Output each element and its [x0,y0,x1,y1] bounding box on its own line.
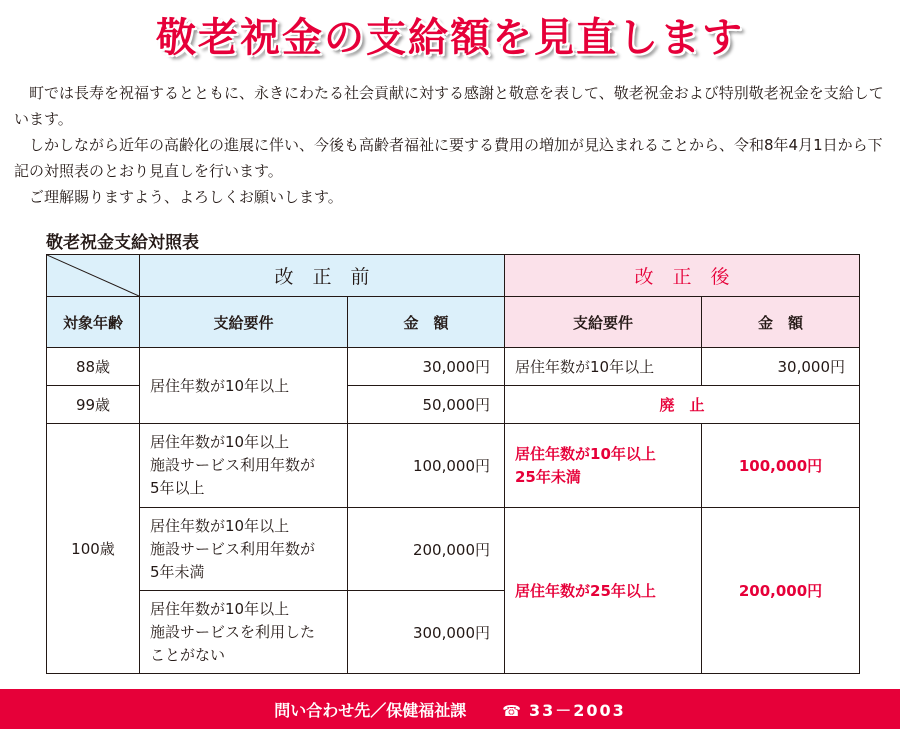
requirement-line: 5年未満 [150,562,205,581]
before-requirement-100-b [139,507,348,591]
intro-paragraph-3: ご理解賜りますよう、よろしくお願いします。 [29,188,343,206]
contact-phone [502,698,626,721]
requirement-line: 居住年数が10年以上 [150,599,290,618]
intro-text [14,80,886,210]
diagonal-corner-cell [46,254,140,297]
before-amount-100-c: 300,000円 [347,590,505,674]
requirement-line: 25年未満 [515,467,581,486]
intro-paragraph-2: しかしながら近年の高齢化の進展に伴い、今後も高齢者福祉に要する費用の増加が見込まれることから、令和8年4月1日から下記の対照表のとおり見直しを行います。 [14,136,883,180]
before-amount-100-b: 200,000円 [347,507,505,591]
page-title: 敬老祝金の支給額を見直します [156,15,744,61]
requirement-line: 居住年数が10年以上 [515,444,656,463]
after-amount-header: 金 額 [701,296,860,348]
after-amount-100-a: 100,000円 [701,423,860,508]
requirement-line: ことがない [150,645,226,664]
telephone-icon: ☎ [502,701,523,720]
requirement-line: 5年以上 [150,479,205,497]
before-amount-99: 50,000円 [347,385,505,424]
phone-number: 33－2003 [528,700,626,720]
after-requirement-header: 支給要件 [504,296,702,348]
table-title: 敬老祝金支給対照表 [46,233,199,253]
contact-department: 問い合わせ先／保健福祉課 [274,700,467,720]
before-requirement-88-99: 居住年数が10年以上 [139,347,348,424]
after-requirement-88: 居住年数が10年以上 [504,347,702,386]
age-88: 88歳 [46,347,140,386]
contact-footer [0,689,900,729]
age-99: 99歳 [46,385,140,424]
age-100: 100歳 [46,423,140,674]
requirement-line: 居住年数が10年以上 [150,433,290,451]
after-amount-100-b: 200,000円 [701,507,860,674]
before-amount-100-a: 100,000円 [347,423,505,508]
requirement-line: 居住年数が10年以上 [150,516,290,535]
age-column-header: 対象年齢 [46,296,140,348]
after-requirement-100-a [504,423,702,508]
before-amount-header: 金 額 [347,296,505,348]
before-amount-88: 30,000円 [347,347,505,386]
before-requirement-header: 支給要件 [139,296,348,348]
before-requirement-100-c [139,590,348,674]
requirement-line: 施設サービス利用年数が [150,456,316,474]
requirement-line: 施設サービス利用年数が [150,539,316,558]
before-revision-header: 改 正 前 [139,254,505,297]
after-revision-header: 改 正 後 [504,254,860,297]
abolished-99: 廃 止 [504,385,860,424]
after-requirement-100-b: 居住年数が25年以上 [504,507,702,674]
diagonal-line [47,255,139,296]
before-requirement-100-a [139,423,348,508]
requirement-line: 施設サービスを利用した [150,622,316,641]
intro-paragraph-1: 町では長寿を祝福するとともに、永きにわたる社会貢献に対する感謝と敬意を表して、敬老祝金および特別敬老祝金を支給しています。 [14,84,884,128]
after-amount-88: 30,000円 [701,347,860,386]
